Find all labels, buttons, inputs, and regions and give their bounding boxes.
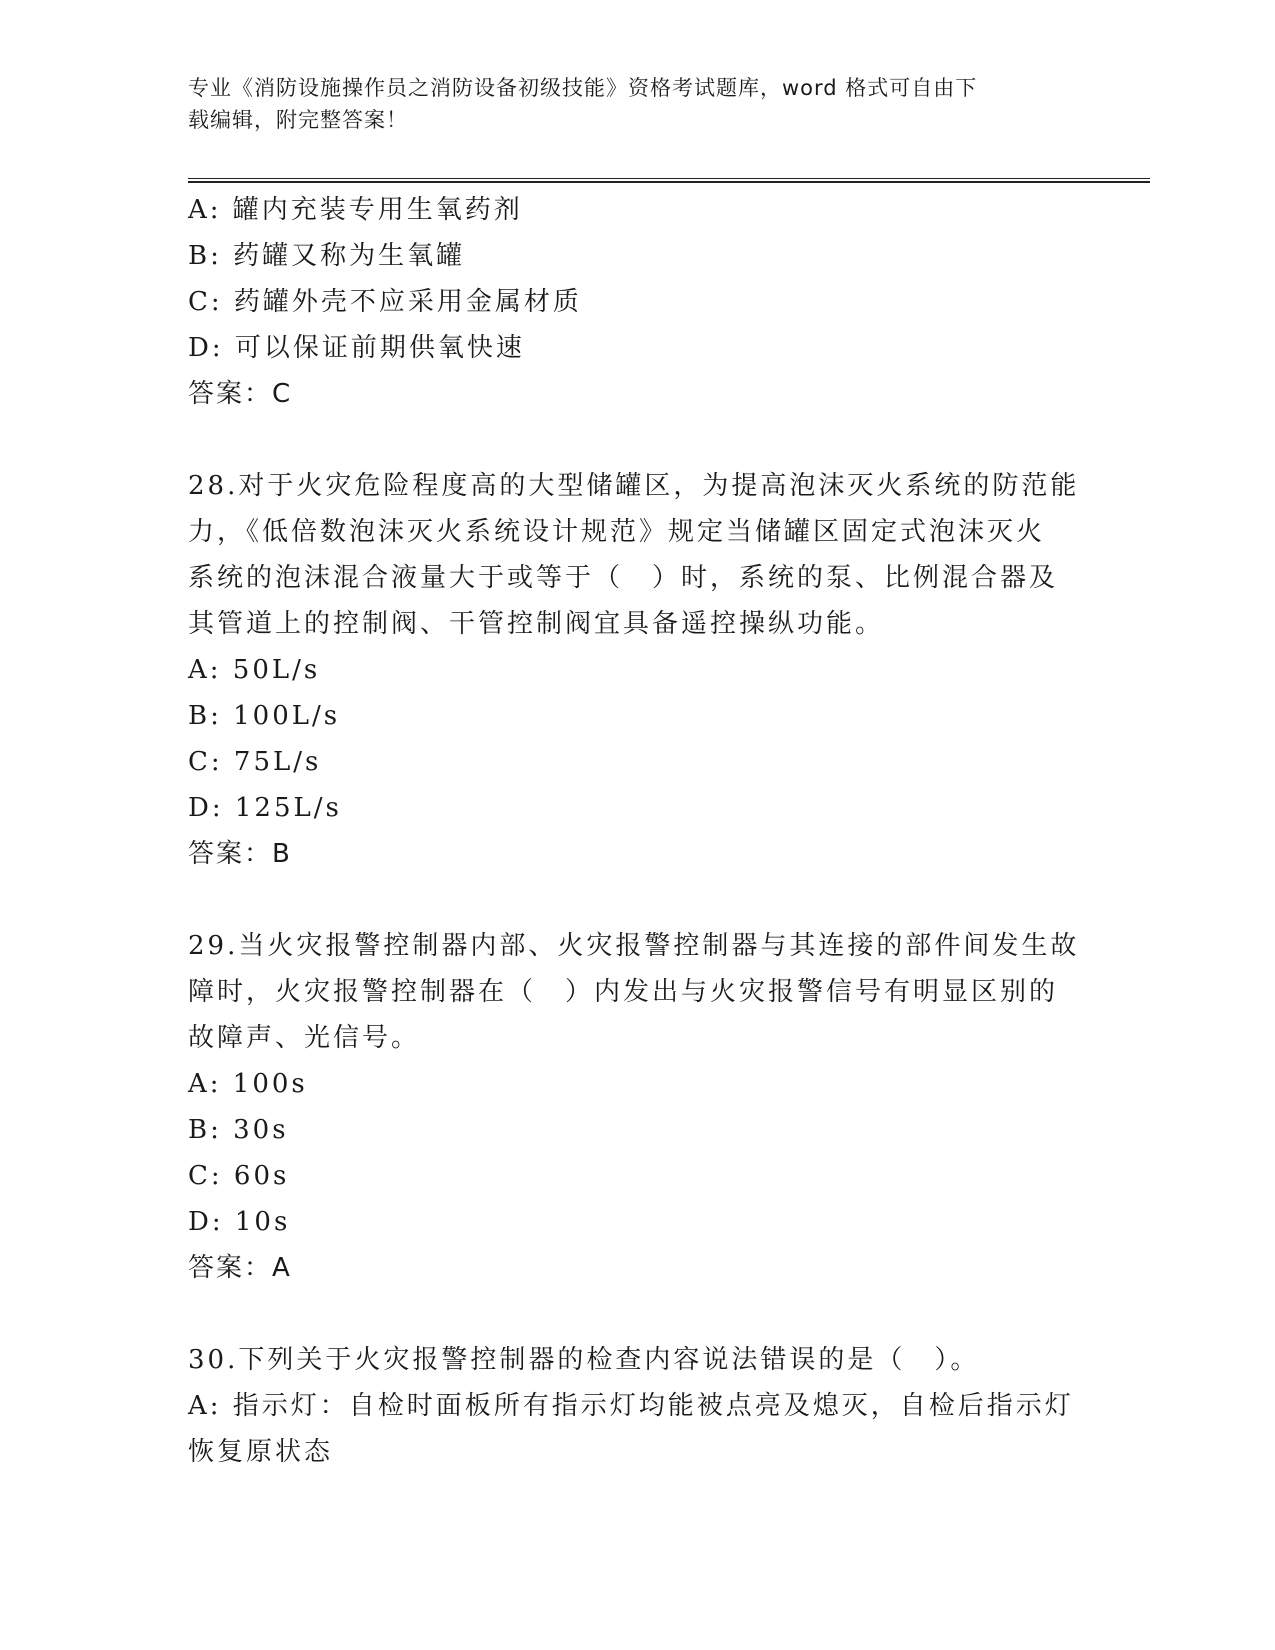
spacer xyxy=(188,877,1088,923)
header-line-2: 载编辑，附完整答案！ xyxy=(188,108,408,132)
header-divider-thin xyxy=(188,178,1150,179)
option-a: A: 100s xyxy=(188,1069,308,1099)
option-d: D: 125L/s xyxy=(188,793,342,823)
question-28 xyxy=(188,463,1088,877)
spacer xyxy=(188,417,1088,463)
option-c: C: 60s xyxy=(188,1161,290,1191)
option-a: A: 指示灯：自检时面板所有指示灯均能被点亮及熄灭，自检后指示灯 xyxy=(188,1391,1074,1421)
question-text-line: 29.当火灾报警控制器内部、火灾报警控制器与其连接的部件间发生故 xyxy=(188,931,1080,961)
question-content xyxy=(188,187,1088,1475)
answer: 答案：B xyxy=(188,839,292,869)
option-a: A: 50L/s xyxy=(188,655,321,685)
question-30 xyxy=(188,1337,1088,1475)
spacer xyxy=(188,1291,1088,1337)
document-header xyxy=(188,72,1088,136)
option-c: C: 药罐外壳不应采用金属材质 xyxy=(188,287,582,317)
question-text-line: 障时，火灾报警控制器在（ ）内发出与火灾报警信号有明显区别的 xyxy=(188,977,1059,1007)
header-line-1: 专业《消防设施操作员之消防设备初级技能》资格考试题库，word 格式可自由下 xyxy=(188,76,978,100)
question-text-line: 28.对于火灾危险程度高的大型储罐区，为提高泡沫灭火系统的防范能 xyxy=(188,471,1080,501)
question-27 xyxy=(188,187,1088,417)
option-c: C: 75L/s xyxy=(188,747,322,777)
question-29 xyxy=(188,923,1088,1291)
answer: 答案：C xyxy=(188,379,293,409)
question-text-line: 其管道上的控制阀、干管控制阀宜具备遥控操纵功能。 xyxy=(188,609,885,639)
question-text-line: 故障声、光信号。 xyxy=(188,1023,421,1053)
option-b: B: 30s xyxy=(188,1115,289,1145)
question-text-line: 30.下列关于火灾报警控制器的检查内容说法错误的是（ ）。 xyxy=(188,1345,980,1375)
answer: 答案：A xyxy=(188,1253,292,1283)
option-a: A: 罐内充装专用生氧药剂 xyxy=(188,195,523,225)
option-b: B: 100L/s xyxy=(188,701,341,731)
option-d: D: 10s xyxy=(188,1207,291,1237)
header-divider-thick xyxy=(188,181,1150,183)
question-text-line: 力，《低倍数泡沫灭火系统设计规范》规定当储罐区固定式泡沫灭火 xyxy=(188,517,1046,547)
question-text-line: 系统的泡沫混合液量大于或等于（ ）时，系统的泵、比例混合器及 xyxy=(188,563,1059,593)
option-b: B: 药罐又称为生氧罐 xyxy=(188,241,466,271)
option-a-continued: 恢复原状态 xyxy=(188,1437,334,1467)
option-d: D: 可以保证前期供氧快速 xyxy=(188,333,525,363)
